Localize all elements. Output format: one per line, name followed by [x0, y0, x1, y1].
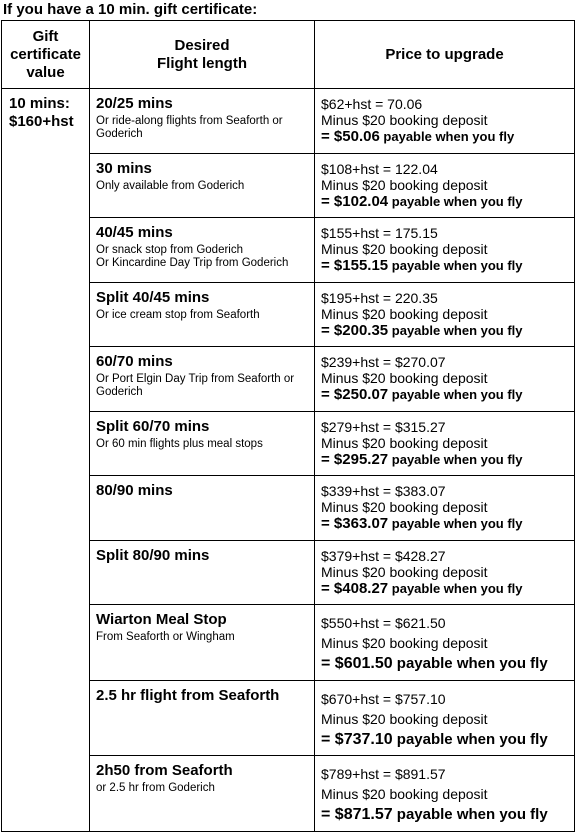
payable-label: payable when you fly — [388, 194, 523, 209]
flight-note: From Seaforth or Wingham — [96, 631, 235, 643]
flight-length-cell — [90, 681, 315, 756]
price-cell — [315, 605, 575, 681]
flight-title: Split 60/70 mins — [96, 418, 210, 435]
flight-title: Split 40/45 mins — [96, 289, 210, 306]
flight-note: Or ice cream stop from Seaforth — [96, 309, 260, 321]
payable-label: payable when you fly — [388, 452, 523, 467]
amount-payable — [321, 653, 570, 674]
flight-note: Or snack stop from Goderich Or Kincardine Day Trip from Goderich — [96, 244, 289, 269]
booking-deposit: Minus $20 booking deposit — [321, 786, 488, 802]
flight-note: Or Port Elgin Day Trip from Seaforth or Goderich — [96, 373, 295, 398]
price-cell — [315, 756, 575, 832]
amount-payable — [321, 729, 570, 750]
flight-note: Only available from Goderich — [96, 180, 245, 192]
price-calculation: $279+hst = $315.27 — [321, 419, 446, 435]
price-calculation: $155+hst = 175.15 — [321, 225, 438, 241]
payable-amount: = $295.27 — [321, 451, 389, 468]
payable-label: payable when you fly — [388, 516, 523, 531]
payable-label: payable when you fly — [388, 323, 523, 338]
header-desired-flight-length — [90, 21, 315, 89]
flight-length-cell — [90, 283, 315, 347]
price-cell — [315, 89, 575, 154]
price-calculation: $108+hst = 122.04 — [321, 161, 438, 177]
flight-title: 60/70 mins — [96, 353, 173, 370]
booking-deposit: Minus $20 booking deposit — [321, 112, 488, 128]
booking-deposit: Minus $20 booking deposit — [321, 499, 488, 515]
price-calculation: $789+hst = $891.57 — [321, 766, 446, 782]
amount-payable — [321, 386, 570, 403]
price-cell — [315, 154, 575, 218]
payable-amount: = $737.10 — [321, 731, 393, 748]
payable-label: payable when you fly — [392, 731, 548, 748]
flight-title: Split 80/90 mins — [96, 547, 210, 564]
flight-title: 80/90 mins — [96, 482, 173, 499]
payable-amount: = $102.04 — [321, 193, 389, 210]
payable-amount: = $408.27 — [321, 580, 389, 597]
payable-amount: = $250.07 — [321, 386, 389, 403]
price-calculation: $339+hst = $383.07 — [321, 483, 446, 499]
header-flight-line-2: Flight length — [157, 54, 247, 72]
flight-title: Wiarton Meal Stop — [96, 611, 227, 628]
booking-deposit: Minus $20 booking deposit — [321, 306, 488, 322]
booking-deposit: Minus $20 booking deposit — [321, 564, 488, 580]
booking-deposit: Minus $20 booking deposit — [321, 241, 488, 257]
upgrade-price-table — [1, 20, 575, 832]
price-cell — [315, 412, 575, 476]
flight-note: or 2.5 hr from Goderich — [96, 782, 215, 794]
flight-length-cell — [90, 347, 315, 412]
booking-deposit: Minus $20 booking deposit — [321, 177, 488, 193]
booking-deposit: Minus $20 booking deposit — [321, 435, 488, 451]
table-header-row — [2, 21, 575, 89]
flight-title: 30 mins — [96, 160, 152, 177]
price-cell — [315, 476, 575, 541]
price-cell — [315, 347, 575, 412]
flight-length-cell — [90, 218, 315, 283]
header-gift-certificate-value — [2, 21, 90, 89]
flight-length-cell — [90, 541, 315, 605]
payable-label: payable when you fly — [388, 581, 523, 596]
booking-deposit: Minus $20 booking deposit — [321, 711, 488, 727]
price-calculation: $62+hst = 70.06 — [321, 96, 423, 112]
booking-deposit: Minus $20 booking deposit — [321, 635, 488, 651]
header-flight-line-1: Desired — [174, 36, 230, 54]
price-cell — [315, 283, 575, 347]
flight-length-cell — [90, 412, 315, 476]
amount-payable — [321, 515, 570, 532]
price-calculation: $550+hst = $621.50 — [321, 615, 446, 631]
amount-payable — [321, 257, 570, 274]
table-row — [2, 89, 575, 154]
flight-title: 2h50 from Seaforth — [96, 762, 233, 779]
flight-length-cell — [90, 756, 315, 832]
price-calculation: $239+hst = $270.07 — [321, 354, 446, 370]
payable-amount: = $871.57 — [321, 806, 393, 823]
header-price-to-upgrade: Price to upgrade — [315, 21, 575, 89]
amount-payable — [321, 128, 570, 145]
flight-note: Or ride-along flights from Seaforth or Goderich — [96, 115, 283, 140]
flight-note: Or 60 min flights plus meal stops — [96, 438, 263, 450]
price-calculation: $195+hst = 220.35 — [321, 290, 438, 306]
price-cell — [315, 681, 575, 756]
price-cell — [315, 218, 575, 283]
page-heading: If you have a 10 min. gift certificate: — [3, 1, 258, 18]
flight-length-cell — [90, 154, 315, 218]
amount-payable — [321, 580, 570, 597]
payable-label: payable when you fly — [388, 258, 523, 273]
gift-value-line-2: $160+hst — [9, 113, 74, 130]
price-calculation: $379+hst = $428.27 — [321, 548, 446, 564]
flight-title: 20/25 mins — [96, 95, 173, 112]
payable-label: payable when you fly — [392, 806, 548, 823]
amount-payable — [321, 193, 570, 210]
price-cell — [315, 541, 575, 605]
header-gift-line-1: Gift — [32, 27, 59, 45]
flight-length-cell — [90, 476, 315, 541]
payable-label: payable when you fly — [379, 129, 515, 144]
payable-amount: = $601.50 — [321, 655, 393, 672]
payable-amount: = $200.35 — [321, 322, 389, 339]
payable-label: payable when you fly — [388, 387, 523, 402]
flight-title: 2.5 hr flight from Seaforth — [96, 687, 280, 704]
amount-payable — [321, 451, 570, 468]
gift-value-line-1: 10 mins: — [9, 95, 70, 112]
amount-payable — [321, 804, 570, 825]
amount-payable — [321, 322, 570, 339]
gift-certificate-value-cell — [2, 89, 90, 832]
payable-label: payable when you fly — [392, 655, 548, 672]
flight-length-cell — [90, 89, 315, 154]
header-gift-line-3: value — [26, 63, 65, 81]
booking-deposit: Minus $20 booking deposit — [321, 370, 488, 386]
payable-amount: = $155.15 — [321, 257, 389, 274]
flight-title: 40/45 mins — [96, 224, 173, 241]
flight-length-cell — [90, 605, 315, 681]
payable-amount: = $363.07 — [321, 515, 389, 532]
price-calculation: $670+hst = $757.10 — [321, 691, 446, 707]
header-gift-line-2: certificate — [10, 45, 81, 63]
payable-amount: = $50.06 — [321, 128, 380, 145]
